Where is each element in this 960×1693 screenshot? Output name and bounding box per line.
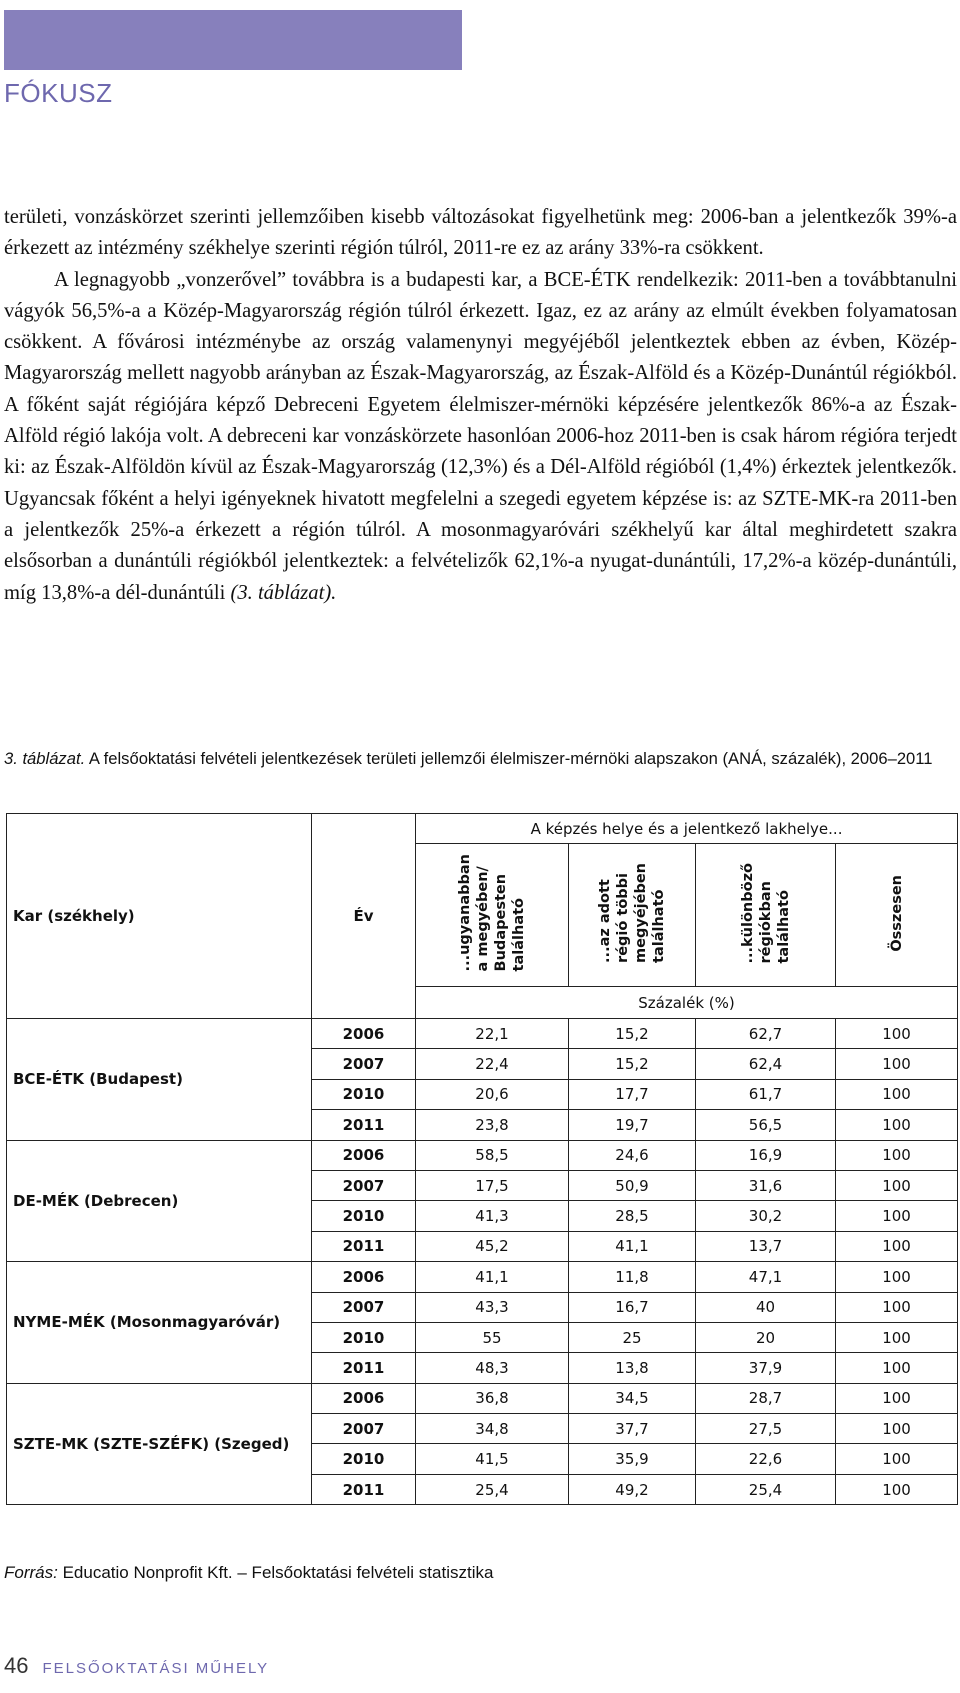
value-cell: 61,7 (696, 1079, 836, 1109)
header-sub-2: ...az adott régió többi megyéjében található (569, 844, 696, 987)
value-cell: 40 (696, 1292, 836, 1322)
kar-cell: BCE-ÉTK (Budapest) (7, 1019, 312, 1141)
value-cell: 22,4 (416, 1049, 569, 1079)
value-cell: 41,3 (416, 1201, 569, 1231)
value-cell: 24,6 (569, 1140, 696, 1170)
value-cell: 100 (836, 1353, 958, 1383)
value-cell: 25,4 (416, 1474, 569, 1504)
value-cell: 16,7 (569, 1292, 696, 1322)
journal-name: FELSŐOKTATÁSI MŰHELY (42, 1660, 270, 1677)
header-sub-4: Összesen (836, 844, 958, 987)
kar-cell: DE-MÉK (Debrecen) (7, 1140, 312, 1262)
year-cell: 2010 (312, 1322, 416, 1352)
year-cell: 2006 (312, 1140, 416, 1170)
value-cell: 100 (836, 1231, 958, 1261)
value-cell: 27,5 (696, 1414, 836, 1444)
value-cell: 100 (836, 1474, 958, 1504)
paragraph-1: területi, vonzáskörzet szerinti jellemzőiben kisebb változásokat figyelhetünk meg: 2006-ban a jelentkezők 39%-a érkezett az intézmény székhelye szerinti régión túlról, 2011-re ez az arány 33%-ra csökkent. (4, 206, 957, 260)
value-cell: 41,1 (569, 1231, 696, 1261)
table-caption (4, 746, 957, 771)
kar-cell: SZTE-MK (SZTE-SZÉFK) (Szeged) (7, 1383, 312, 1505)
value-cell: 47,1 (696, 1262, 836, 1292)
value-cell: 34,8 (416, 1414, 569, 1444)
value-cell: 30,2 (696, 1201, 836, 1231)
value-cell: 13,8 (569, 1353, 696, 1383)
value-cell: 22,1 (416, 1019, 569, 1049)
value-cell: 13,7 (696, 1231, 836, 1261)
value-cell: 49,2 (569, 1474, 696, 1504)
year-cell: 2010 (312, 1079, 416, 1109)
value-cell: 100 (836, 1322, 958, 1352)
source-label: Forrás: (4, 1563, 58, 1582)
source-note (4, 1563, 493, 1583)
header-unit: Százalék (%) (416, 987, 958, 1019)
header-kar: Kar (székhely) (7, 814, 312, 1019)
value-cell: 19,7 (569, 1110, 696, 1140)
value-cell: 41,1 (416, 1262, 569, 1292)
value-cell: 11,8 (569, 1262, 696, 1292)
value-cell: 25 (569, 1322, 696, 1352)
paragraph-2-text: A legnagyobb „vonzerővel” továbbra is a budapesti kar, a BCE-ÉTK rendelkezik: 2011-ben a továbbtanulni vágyók 56,5%-a a Közép-Magyarország régión túlról érkezett. Igaz, ez az arány az elmúlt években folyamatosan csökkent. A fővárosi intézménybe az ország valamenynyi megyéjéből jelentkeztek ebben az évben, Közép-Magyarország mellett nagyobb arányban az Észak-Magyarország, az Észak-Alföld és a Közép-Dunántúl régiókból. A főként saját régiójára képző Debreceni Egyetem élelmiszer-mérnöki képzésére jelentkezők 86%-a az Észak-Alföld régió lakója volt. A debreceni kar vonzáskörzete hasonlóan 2006-hoz 2011-ben is csak három régióra terjedt ki: az Észak-Alföldön kívül az Észak-Magyarország (12,3%) és a Dél-Alföld régióból (1,4%) érkeztek jelentkezők. Ugyancsak főként a helyi igényeknek hivatott megfelelni a szegedi egyetem képzése is: az SZTE-MK-ra 2011-ben a jelentkezők 25%-a érkezett a régión túlról. A mosonmagyaróvári székhelyű kar által meghirdetett szakra elsősorban a dunántúli régiókból jelentkeztek: a felvételizők 62,1%-a nyugat-dunántúli, 17,2%-a közép-dunántúli, míg 13,8%-a dél-dunántúli (4, 268, 957, 604)
value-cell: 28,7 (696, 1383, 836, 1413)
value-cell: 100 (836, 1201, 958, 1231)
value-cell: 100 (836, 1140, 958, 1170)
value-cell: 23,8 (416, 1110, 569, 1140)
value-cell: 100 (836, 1262, 958, 1292)
table-body (7, 1019, 958, 1505)
caption-label: 3. táblázat. (4, 749, 86, 768)
value-cell: 20 (696, 1322, 836, 1352)
value-cell: 45,2 (416, 1231, 569, 1261)
year-cell: 2011 (312, 1474, 416, 1504)
year-cell: 2006 (312, 1019, 416, 1049)
value-cell: 20,6 (416, 1079, 569, 1109)
source-text: Educatio Nonprofit Kft. – Felsőoktatási felvételi statisztika (57, 1563, 494, 1582)
value-cell: 36,8 (416, 1383, 569, 1413)
value-cell: 43,3 (416, 1292, 569, 1322)
value-cell: 22,6 (696, 1444, 836, 1474)
year-cell: 2007 (312, 1414, 416, 1444)
year-cell: 2011 (312, 1110, 416, 1140)
header-sub-1: ...ugyanabban a megyében/ Budapesten található (416, 844, 569, 987)
caption-text: A felsőoktatási felvételi jelentkezések területi jellemzői élelmiszer-mérnöki alapszakon (ANÁ, százalék), 2006–2011 (85, 749, 933, 768)
value-cell: 34,5 (569, 1383, 696, 1413)
year-cell: 2011 (312, 1353, 416, 1383)
value-cell: 62,4 (696, 1049, 836, 1079)
value-cell: 15,2 (569, 1019, 696, 1049)
value-cell: 37,7 (569, 1414, 696, 1444)
value-cell: 100 (836, 1414, 958, 1444)
value-cell: 100 (836, 1049, 958, 1079)
value-cell: 28,5 (569, 1201, 696, 1231)
header-band (4, 10, 462, 70)
table-row (7, 1140, 958, 1170)
value-cell: 100 (836, 1383, 958, 1413)
year-cell: 2006 (312, 1383, 416, 1413)
value-cell: 17,7 (569, 1079, 696, 1109)
value-cell: 15,2 (569, 1049, 696, 1079)
value-cell: 100 (836, 1170, 958, 1200)
year-cell: 2006 (312, 1262, 416, 1292)
year-cell: 2010 (312, 1201, 416, 1231)
year-cell: 2007 (312, 1170, 416, 1200)
value-cell: 17,5 (416, 1170, 569, 1200)
value-cell: 62,7 (696, 1019, 836, 1049)
header-ev: Év (312, 814, 416, 1019)
year-cell: 2007 (312, 1292, 416, 1322)
value-cell: 100 (836, 1292, 958, 1322)
value-cell: 50,9 (569, 1170, 696, 1200)
section-title: FÓKUSZ (4, 78, 113, 108)
value-cell: 37,9 (696, 1353, 836, 1383)
page-number: 46 (4, 1653, 29, 1678)
value-cell: 58,5 (416, 1140, 569, 1170)
body-text (4, 202, 957, 609)
value-cell: 100 (836, 1019, 958, 1049)
value-cell: 16,9 (696, 1140, 836, 1170)
value-cell: 56,5 (696, 1110, 836, 1140)
value-cell: 25,4 (696, 1474, 836, 1504)
value-cell: 48,3 (416, 1353, 569, 1383)
header-group: A képzés helye és a jelentkező lakhelye... (416, 814, 958, 844)
value-cell: 35,9 (569, 1444, 696, 1474)
page-footer (4, 1653, 269, 1679)
value-cell: 31,6 (696, 1170, 836, 1200)
value-cell: 100 (836, 1444, 958, 1474)
value-cell: 100 (836, 1079, 958, 1109)
paragraph-2 (4, 265, 957, 609)
year-cell: 2007 (312, 1049, 416, 1079)
year-cell: 2010 (312, 1444, 416, 1474)
data-table (6, 813, 958, 1505)
value-cell: 41,5 (416, 1444, 569, 1474)
value-cell: 100 (836, 1110, 958, 1140)
table-row (7, 1383, 958, 1413)
table-row (7, 1019, 958, 1049)
kar-cell: NYME-MÉK (Mosonmagyaróvár) (7, 1262, 312, 1384)
header-sub-3: ...különböző régiókban található (696, 844, 836, 987)
table-reference: (3. táblázat). (230, 581, 337, 604)
table-row (7, 1262, 958, 1292)
value-cell: 55 (416, 1322, 569, 1352)
year-cell: 2011 (312, 1231, 416, 1261)
